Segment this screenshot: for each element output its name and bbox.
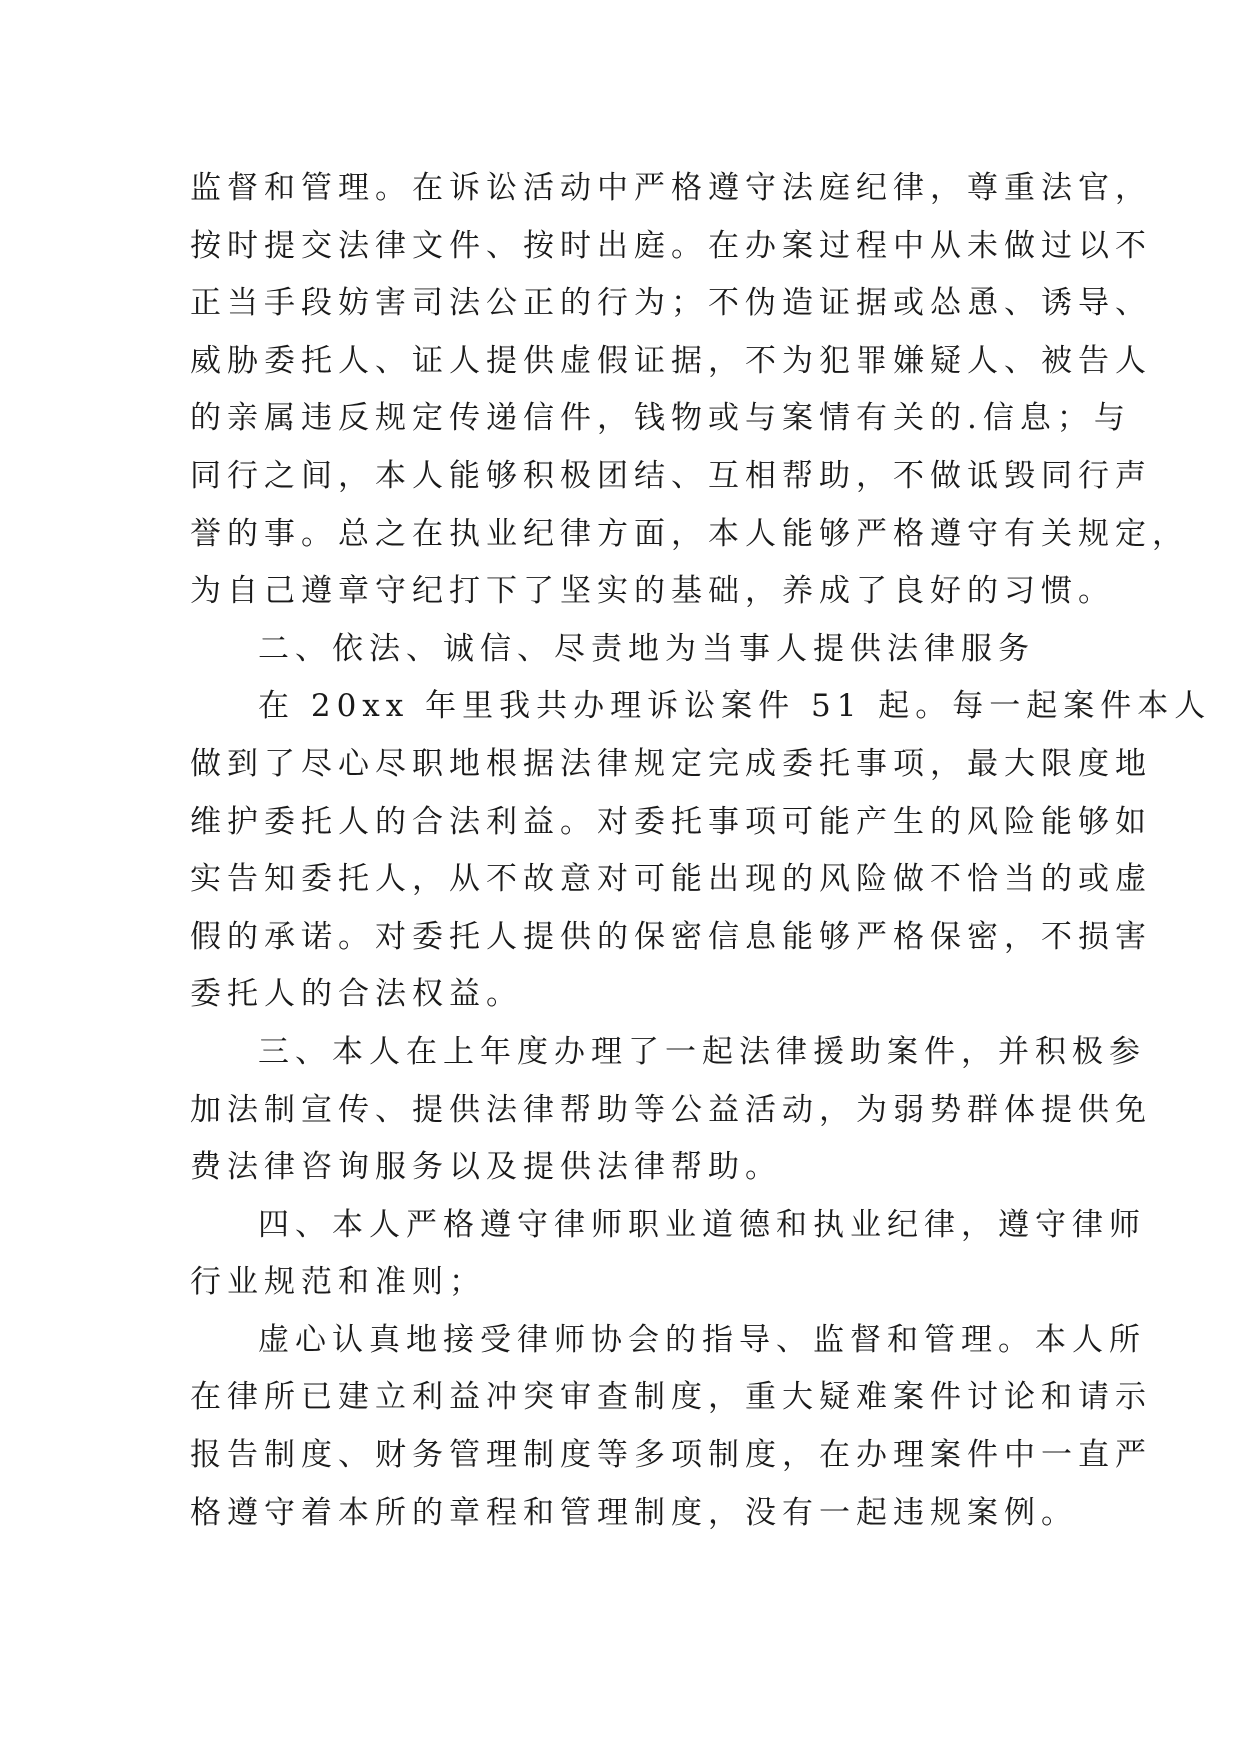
text-line: 同行之间，本人能够积极团结、互相帮助，不做诋毁同行声 — [190, 457, 1152, 494]
text-line: 加法制宣传、提供法律帮助等公益活动，为弱势群体提供免 — [190, 1091, 1152, 1128]
text-line: 假的承诺。对委托人提供的保密信息能够严格保密，不损害 — [190, 918, 1152, 955]
text-line: 维护委托人的合法利益。对委托事项可能产生的风险能够如 — [190, 803, 1152, 840]
text-line: 誉的事。总之在执业纪律方面，本人能够严格遵守有关规定， — [190, 515, 1189, 552]
text-line: 实告知委托人，从不故意对可能出现的风险做不恰当的或虚 — [190, 861, 1152, 898]
document-body — [190, 160, 1212, 1542]
text-line: 正当手段妨害司法公正的行为；不伪造证据或怂恿、诱导、 — [190, 285, 1152, 322]
text-line: 三、本人在上年度办理了一起法律援助案件，并积极参 — [258, 1033, 1146, 1070]
section-heading: 二、依法、诚信、尽责地为当事人提供法律服务 — [258, 630, 1035, 667]
text-line: 格遵守着本所的章程和管理制度，没有一起违规案例。 — [190, 1494, 1078, 1531]
text-line: 为自己遵章守纪打下了坚实的基础，养成了良好的习惯。 — [190, 573, 1115, 610]
text-line: 监督和管理。在诉讼活动中严格遵守法庭纪律，尊重法官， — [190, 170, 1152, 206]
text-line: 虚心认真地接受律师协会的指导、监督和管理。本人所 — [258, 1321, 1146, 1358]
text-line: 在律所已建立利益冲突审查制度，重大疑难案件讨论和请示 — [190, 1379, 1152, 1416]
text-line: 委托人的合法权益。 — [190, 976, 523, 1013]
text-line: 费法律咨询服务以及提供法律帮助。 — [190, 1149, 782, 1186]
text-line: 威胁委托人、证人提供虚假证据，不为犯罪嫌疑人、被告人 — [190, 342, 1152, 379]
text-line: 按时提交法律文件、按时出庭。在办案过程中从未做过以不 — [190, 227, 1152, 264]
text-line: 做到了尽心尽职地根据法律规定完成委托事项，最大限度地 — [190, 745, 1152, 782]
text-line: 的亲属违反规定传递信件，钱物或与案情有关的.信息；与 — [190, 400, 1131, 437]
text-line: 行业规范和准则； — [190, 1264, 486, 1301]
text-line: 四、本人严格遵守律师职业道德和执业纪律，遵守律师 — [258, 1206, 1146, 1243]
text-line: 在 20xx 年里我共办理诉讼案件 51 起。每一起案件本人 — [258, 688, 1212, 725]
text-line: 报告制度、财务管理制度等多项制度，在办理案件中一直严 — [190, 1437, 1152, 1474]
